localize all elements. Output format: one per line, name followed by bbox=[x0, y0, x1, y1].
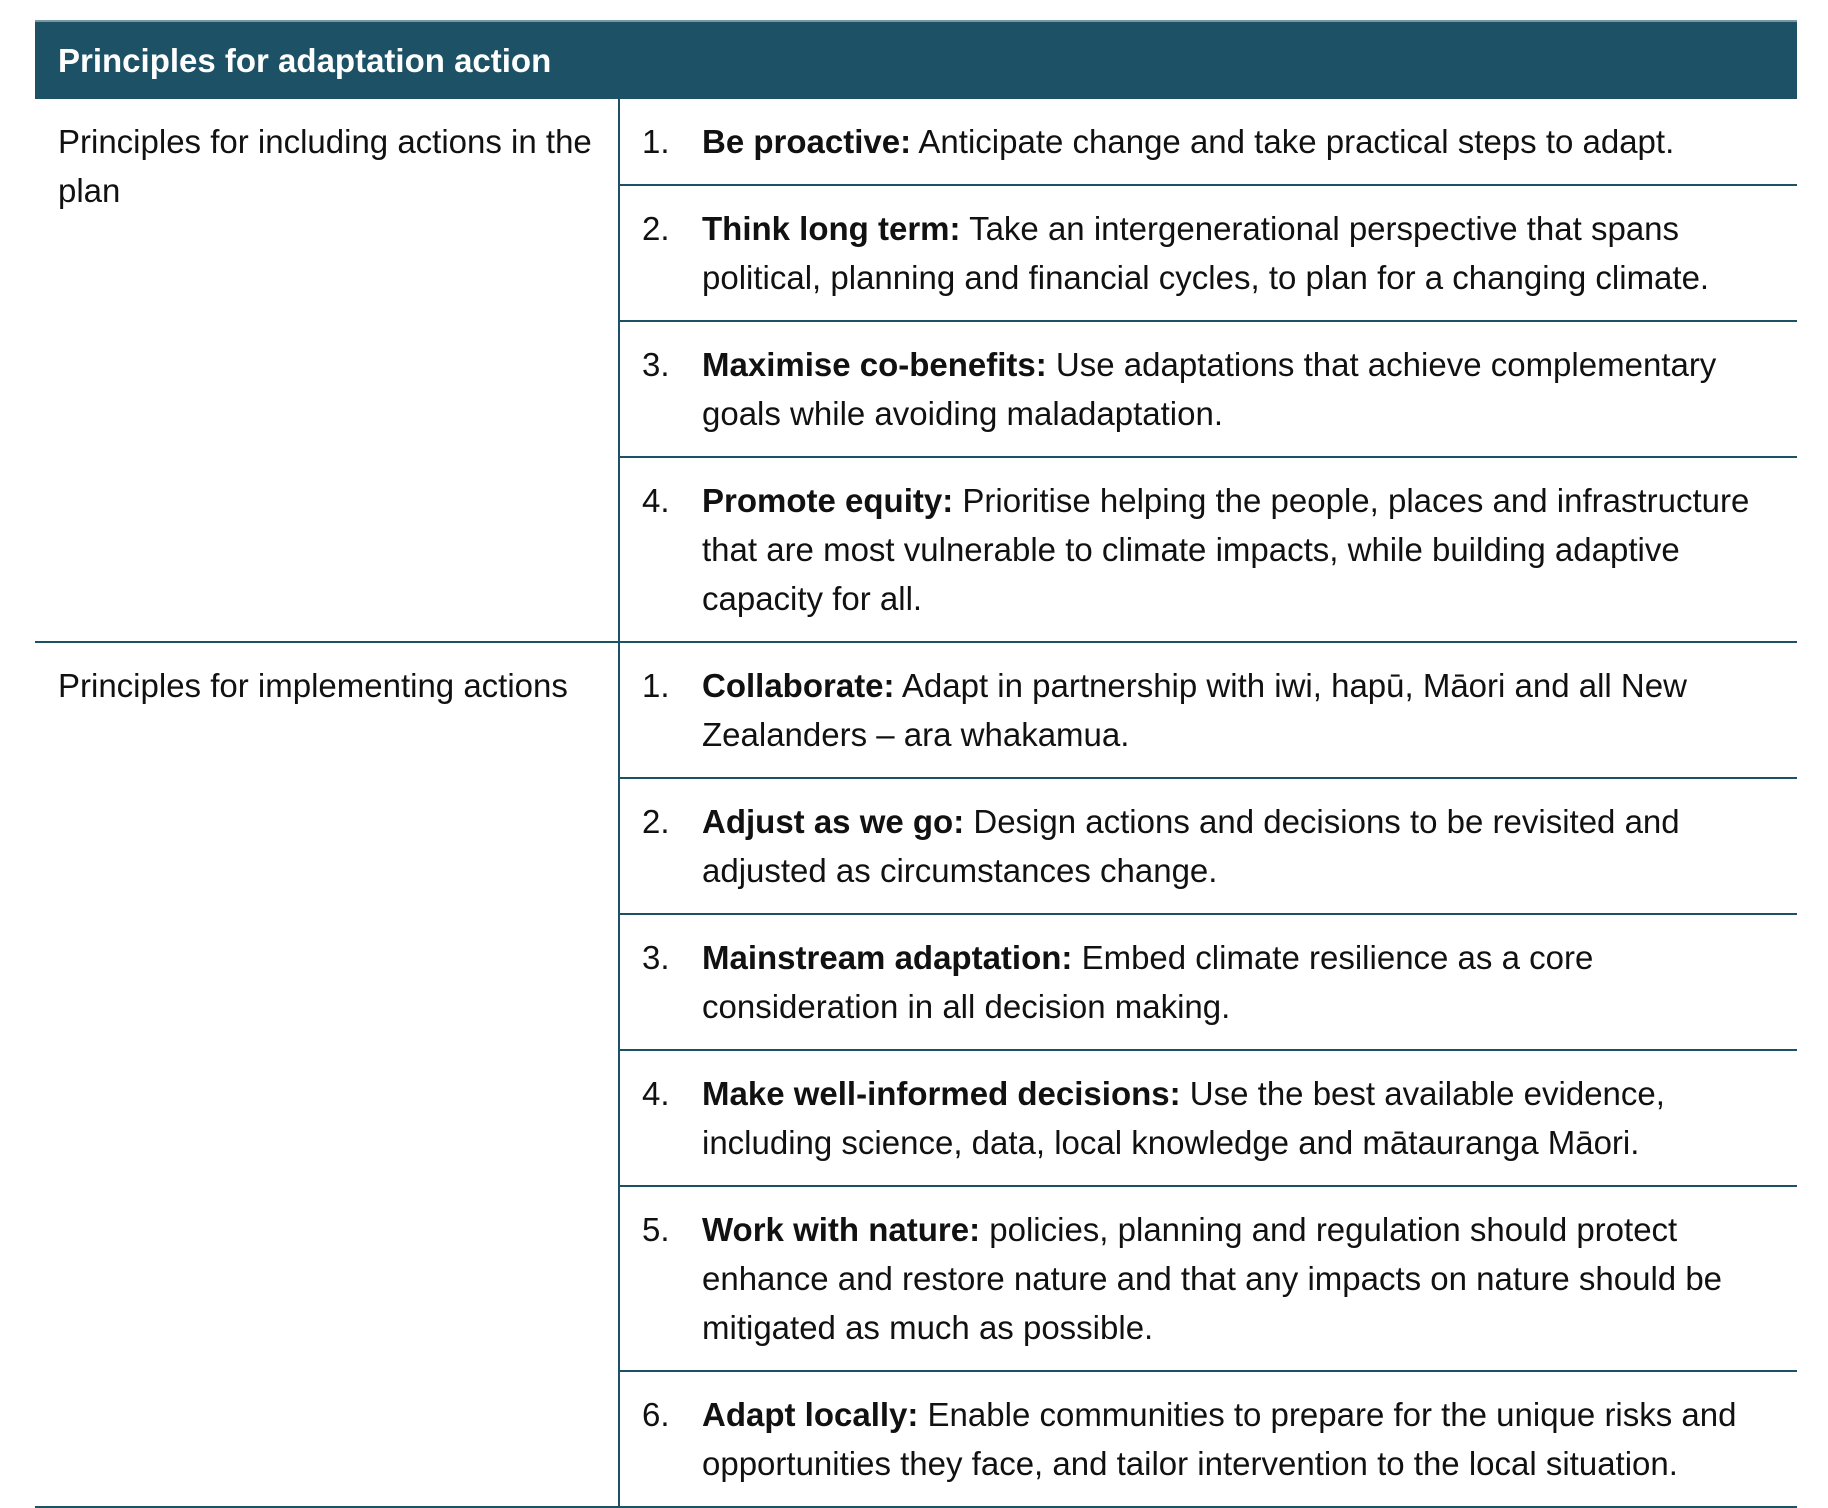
principle-item bbox=[620, 458, 1797, 641]
principle-item bbox=[620, 99, 1797, 186]
item-number: 1. bbox=[642, 667, 670, 704]
item-text bbox=[702, 1205, 1777, 1352]
item-number: 2. bbox=[642, 210, 670, 247]
table-header bbox=[35, 20, 1797, 99]
item-text bbox=[702, 340, 1777, 438]
principle-item bbox=[620, 643, 1797, 779]
item-title: Make well-informed decisions: bbox=[702, 1075, 1181, 1112]
item-title: Think long term: bbox=[702, 210, 961, 247]
principle-item bbox=[620, 915, 1797, 1051]
item-number: 6. bbox=[642, 1396, 670, 1433]
item-title: Work with nature: bbox=[702, 1211, 981, 1248]
principles-group-including bbox=[35, 99, 1797, 643]
principle-item bbox=[620, 1372, 1797, 1506]
item-description: Use the best available evidence, including science, data, local knowledge and mātauranga Māori. bbox=[702, 1075, 1665, 1161]
principle-item bbox=[620, 779, 1797, 915]
principle-item bbox=[620, 322, 1797, 458]
item-text bbox=[702, 661, 1777, 759]
group-label: Principles for including actions in the plan bbox=[35, 99, 620, 641]
item-number: 5. bbox=[642, 1211, 670, 1248]
item-number: 4. bbox=[642, 1075, 670, 1112]
group-label: Principles for implementing actions bbox=[35, 643, 620, 1506]
item-description: Take an intergenerational perspective that spans political, planning and financial cycles, to plan for a changing climate. bbox=[702, 210, 1710, 296]
item-title: Adjust as we go: bbox=[702, 803, 965, 840]
item-number: 1. bbox=[642, 123, 670, 160]
principles-group-implementing bbox=[35, 643, 1797, 1508]
item-text bbox=[702, 476, 1777, 623]
item-title: Collaborate: bbox=[702, 667, 895, 704]
item-number: 4. bbox=[642, 482, 670, 519]
item-description: Use adaptations that achieve complementary goals while avoiding maladaptation. bbox=[702, 346, 1717, 432]
item-title: Mainstream adaptation: bbox=[702, 939, 1073, 976]
item-description: policies, planning and regulation should protect enhance and restore nature and that any impacts on nature should be mitigated as much as possible. bbox=[702, 1211, 1723, 1346]
item-text bbox=[702, 117, 1777, 166]
group-items bbox=[620, 643, 1797, 1506]
item-text bbox=[702, 1390, 1777, 1488]
item-text bbox=[702, 204, 1777, 302]
item-description: Prioritise helping the people, places and infrastructure that are most vulnerable to climate impacts, while building adaptive capacity for all. bbox=[702, 482, 1750, 617]
item-description: Enable communities to prepare for the unique risks and opportunities they face, and tailor intervention to the local situation. bbox=[702, 1396, 1737, 1482]
principle-item bbox=[620, 1187, 1797, 1372]
item-text bbox=[702, 933, 1777, 1031]
item-description: Design actions and decisions to be revisited and adjusted as circumstances change. bbox=[702, 803, 1680, 889]
item-number: 3. bbox=[642, 346, 670, 383]
principle-item bbox=[620, 1051, 1797, 1187]
principle-item bbox=[620, 186, 1797, 322]
item-title: Adapt locally: bbox=[702, 1396, 919, 1433]
item-title: Maximise co-benefits: bbox=[702, 346, 1047, 383]
item-text bbox=[702, 1069, 1777, 1167]
item-title: Promote equity: bbox=[702, 482, 954, 519]
group-items bbox=[620, 99, 1797, 641]
item-text bbox=[702, 797, 1777, 895]
item-description: Adapt in partnership with iwi, hapū, Māori and all New Zealanders – ara whakamua. bbox=[702, 667, 1687, 753]
item-description: Embed climate resilience as a core consideration in all decision making. bbox=[702, 939, 1594, 1025]
item-title: Be proactive: bbox=[702, 123, 912, 160]
item-number: 2. bbox=[642, 803, 670, 840]
item-number: 3. bbox=[642, 939, 670, 976]
table-title: Principles for adaptation action bbox=[58, 41, 552, 79]
principles-table bbox=[35, 20, 1797, 1508]
item-description: Anticipate change and take practical steps to adapt. bbox=[911, 123, 1675, 160]
